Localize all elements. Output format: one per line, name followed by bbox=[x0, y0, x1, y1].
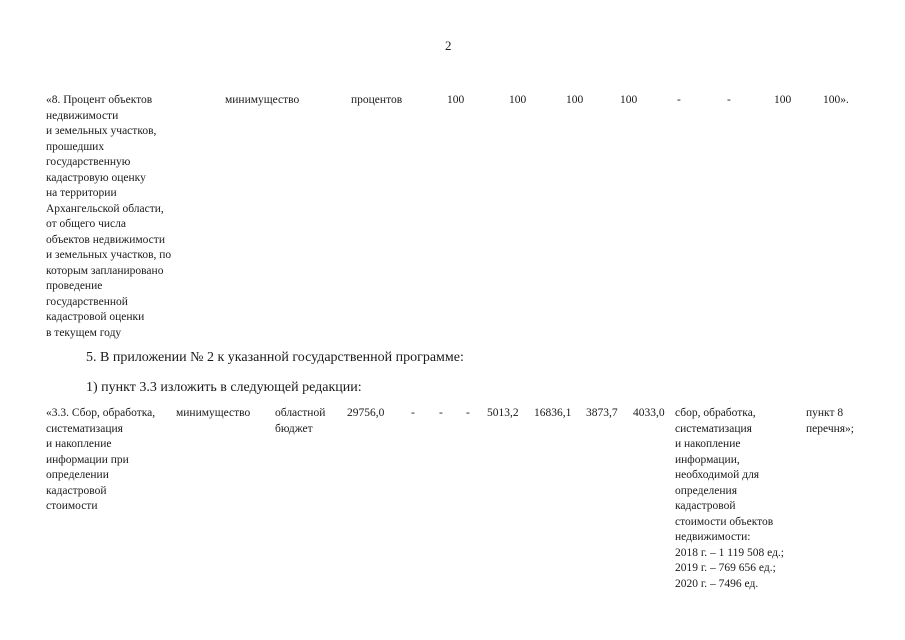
row33-link-cell: пункт 8 перечня»; bbox=[806, 407, 854, 435]
row33-value-2: - bbox=[411, 407, 415, 419]
row8-value-8: 100». bbox=[823, 94, 849, 106]
row8-value-2: 100 bbox=[509, 94, 527, 106]
row33-value-7: 3873,7 bbox=[586, 407, 618, 419]
row33-value-5: 5013,2 bbox=[487, 407, 519, 419]
row8-value-3: 100 bbox=[566, 94, 584, 106]
row8-name-cell: «8. Процент объектов недвижимости и земельных участков, прошедших государственную кадастровую оценку на территории Архангельской области, от общего числа объектов недвижимости и земельных участков, по которым запланировано проведение государственной кадастровой оценки в текущем году bbox=[46, 94, 172, 339]
paragraph-5: 5. В приложении № 2 к указанной государственной программе: bbox=[86, 350, 464, 365]
row8-unit-cell: процентов bbox=[351, 94, 403, 106]
row33-result-cell: сбор, обработка, систематизация и накопление информации, необходимой для определения кадастровой стоимости объектов недвижимости: 2018 г. – 1 119 508 ед.; 2019 г. – 769 656 ед.; 2020 г. – 7496 ед. bbox=[675, 407, 784, 590]
row33-value-8: 4033,0 bbox=[633, 407, 665, 419]
row8-value-7: 100 bbox=[774, 94, 792, 106]
row33-value-6: 16836,1 bbox=[534, 407, 572, 419]
row33-value-3: - bbox=[439, 407, 443, 419]
row33-name-cell: «3.3. Сбор, обработка, систематизация и накопление информации при определении кадастровой стоимости bbox=[46, 407, 156, 512]
row8-value-4: 100 bbox=[620, 94, 638, 106]
row8-value-5: - bbox=[677, 94, 681, 106]
row33-value-total: 29756,0 bbox=[347, 407, 385, 419]
row33-source-cell: областной бюджет bbox=[275, 407, 326, 435]
row8-value-1: 100 bbox=[447, 94, 465, 106]
row33-value-4: - bbox=[466, 407, 470, 419]
row8-value-6: - bbox=[727, 94, 731, 106]
row33-executor-cell: минимущество bbox=[176, 407, 251, 419]
row8-direction-cell: минимущество bbox=[225, 94, 300, 106]
paragraph-1: 1) пункт 3.3 изложить в следующей редакции: bbox=[86, 380, 362, 395]
page-number: 2 bbox=[445, 38, 452, 53]
